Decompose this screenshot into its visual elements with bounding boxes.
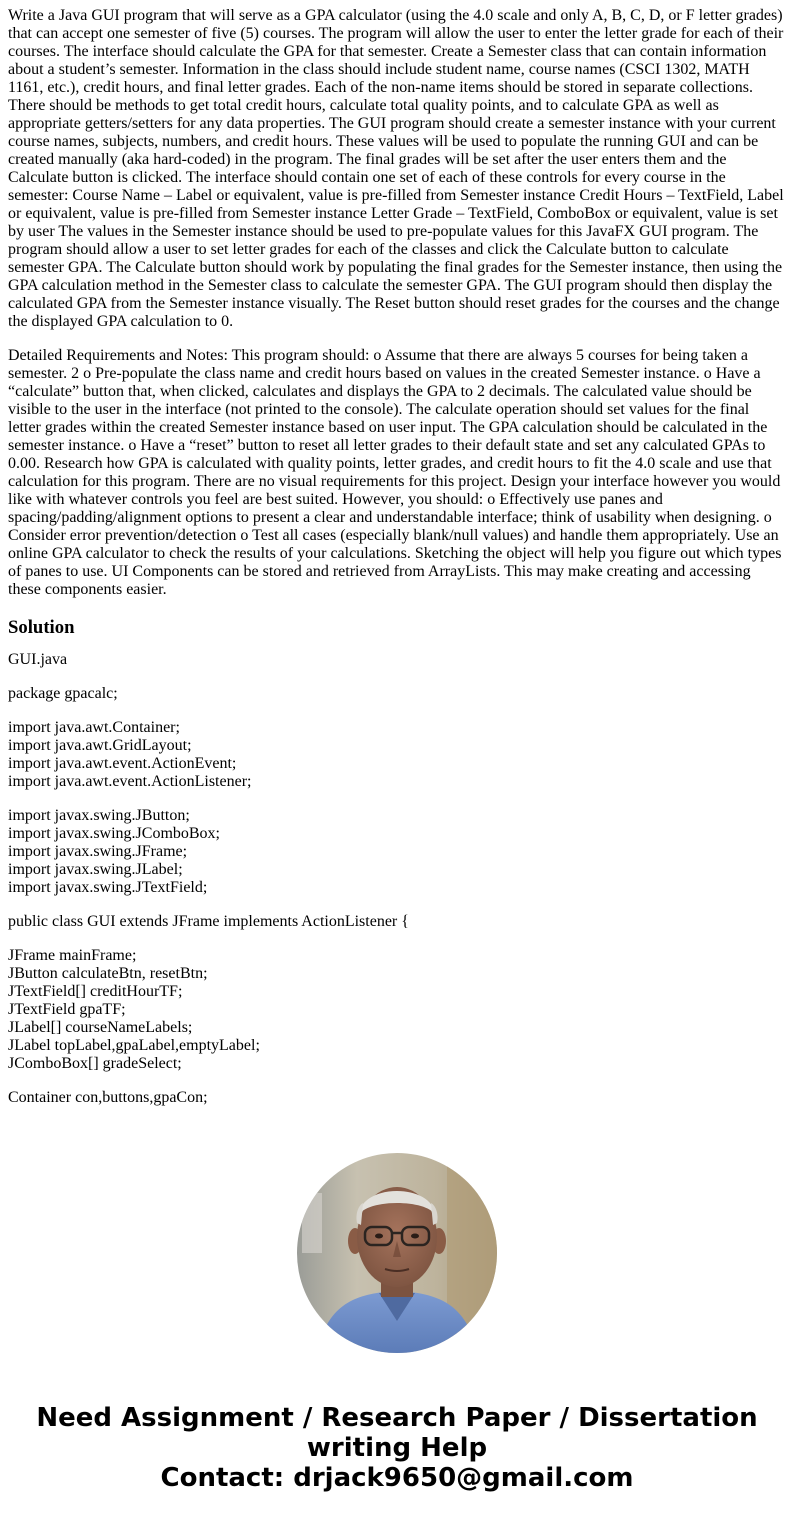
- code-line: JComboBox[] gradeSelect;: [8, 1055, 182, 1072]
- code-line: JFrame mainFrame;: [8, 947, 137, 964]
- field-declarations: [8, 947, 786, 1073]
- promo-line-2: writing Help: [306, 1433, 488, 1463]
- code-line: import java.awt.event.ActionListener;: [8, 773, 252, 790]
- solution-heading: Solution: [8, 617, 75, 638]
- awt-imports: [8, 719, 786, 791]
- author-avatar: [297, 1153, 497, 1353]
- container-declaration: Container con,buttons,gpaCon;: [8, 1089, 208, 1106]
- question-paragraph-1: Write a Java GUI program that will serve as a GPA calculator (using the 4.0 scale and only A, B, C, D, or F letter grades) that can accept one semester of five (5) courses. The program will allow the user to enter the letter grade for each of their courses. The interface should calculate the GPA for that semester. Create a Semester class that can contain information about a student’s semester. Information in the class should include student name, course names (CSCI 1302, MATH 1161, etc.), credit hours, and final letter grades. Each of the non-name items should be stored in separate collections. There should be methods to get total credit hours, calculate total quality points, and to calculate GPA as well as appropriate getters/setters for any data properties. The GUI program should create a semester instance with your current course names, subjects, numbers, and credit hours. These values will be used to populate the running GUI and can be created manually (aka hard-coded) in the program. The final grades will be set after the user enters them and the Calculate button is clicked. The interface should contain one set of each of these controls for every course in the semester: Course Name – Label or equivalent, value is pre-filled from Semester instance Credit Hours – TextField, Label or equivalent, value is pre-filled from Semester instance Letter Grade – TextField, ComboBox or equivalent, value is set by user The values in the Semester instance should be used to pre-populate values for this JavaFX GUI program. The program should allow a user to set letter grades for each of the classes and click the Calculate button to calculate semester GPA. The Calculate button should work by populating the final grades for the Semester instance, then using the GPA calculation method in the Semester class to calculate the semester GPA. The GUI program should then display the calculated GPA from the Semester instance visually. The Reset button should reset grades for the courses and the change the displayed GPA calculation to 0.: [8, 7, 784, 330]
- package-line: package gpacalc;: [8, 685, 118, 702]
- avatar-portrait-icon: [297, 1153, 497, 1353]
- code-line: JTextField gpaTF;: [8, 1001, 126, 1018]
- promo-banner: [0, 1403, 794, 1493]
- class-declaration: public class GUI extends JFrame implements ActionListener {: [8, 913, 409, 930]
- swing-imports: [8, 807, 786, 897]
- solution-filename: GUI.java: [8, 651, 68, 668]
- code-line: JLabel topLabel,gpaLabel,emptyLabel;: [8, 1037, 260, 1054]
- code-line: import javax.swing.JTextField;: [8, 879, 208, 896]
- code-line: JLabel[] courseNameLabels;: [8, 1019, 193, 1036]
- code-line: import javax.swing.JLabel;: [8, 861, 183, 878]
- document-body: [8, 0, 786, 1123]
- code-line: JButton calculateBtn, resetBtn;: [8, 965, 208, 982]
- code-line: import java.awt.Container;: [8, 719, 180, 736]
- promo-contact: Contact: drjack9650@gmail.com: [160, 1463, 634, 1493]
- code-line: import javax.swing.JButton;: [8, 807, 190, 824]
- code-line: JTextField[] creditHourTF;: [8, 983, 183, 1000]
- code-line: import javax.swing.JComboBox;: [8, 825, 220, 842]
- code-line: import java.awt.GridLayout;: [8, 737, 192, 754]
- code-line: import java.awt.event.ActionEvent;: [8, 755, 237, 772]
- promo-line-1: Need Assignment / Research Paper / Dissertation: [36, 1403, 758, 1433]
- code-line: import javax.swing.JFrame;: [8, 843, 188, 860]
- question-paragraph-2: Detailed Requirements and Notes: This program should: o Assume that there are always 5 courses for being taken a semester. 2 o Pre-populate the class name and credit hours based on values in the created Semester instance. o Have a “calculate” button that, when clicked, calculates and displays the GPA to 2 decimals. The calculated value should be visible to the user in the interface (not printed to the console). The calculate operation should set values for the final letter grades within the created Semester instance based on user input. The GPA calculation should be calculated in the semester instance. o Have a “reset” button to reset all letter grades to their default state and set any calculated GPAs to 0.00. Research how GPA is calculated with quality points, letter grades, and credit hours to fit the 4.0 scale and use that calculation for this program. There are no visual requirements for this project. Design your interface however you would like with whatever controls you feel are best suited. However, you should: o Effectively use panes and spacing/padding/alignment options to present a clear and understandable interface; think of usability when designing. o Consider error prevention/detection o Test all cases (especially blank/null values) and handle them appropriately. Use an online GPA calculator to check the results of your calculations. Sketching the object will help you figure out which types of panes to use. UI Components can be stored and retrieved from ArrayLists. This may make creating and accessing these components easier.: [8, 347, 782, 598]
